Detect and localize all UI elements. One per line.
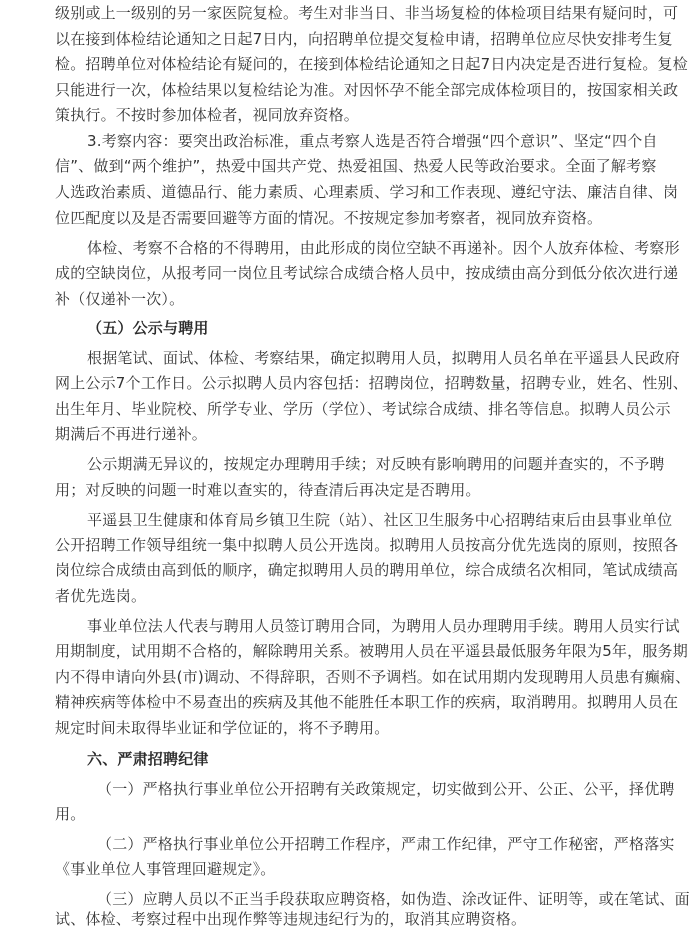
text-line: 岗位综合成绩由高到低的顺序，确定拟聘用人员的聘用单位，综合成绩名次相同，笔试成绩高 <box>55 561 679 579</box>
text-line: 以在接到体检结论通知之日起7日内，向招聘单位提交复检申请，招聘单位应尽快安排考生复 <box>55 30 673 48</box>
text-line: 位匹配度以及是否需要回避等方面的情况。不按规定参加考察者，视同放弃资格。 <box>55 209 603 227</box>
text-line: 用。 <box>55 805 86 823</box>
text-line: 期满后不再进行递补。 <box>55 425 208 443</box>
text-line: 网上公示7个工作日。公示拟聘人员内容包括：招聘岗位，招聘数量，招聘专业，姓名、性别、 <box>55 374 688 392</box>
text-line: 公示期满无异议的，按规定办理聘用手续；对反映有影响聘用的问题并查实的，不予聘 <box>87 455 665 473</box>
text-line: 者优先选岗。 <box>55 587 147 605</box>
text-line: 信”、做到“两个维护”，热爱中国共产党、热爱祖国、热爱人民等政治要求。全面了解考察 <box>55 157 657 175</box>
text-line: 只能进行一次，体检结果以复检结论为准。对因怀孕不能全部完成体检项目的，按国家相关政 <box>55 81 679 99</box>
text-line: 出生年月、毕业院校、所学专业、学历（学位）、考试综合成绩、排名等信息。拟聘人员公示 <box>55 400 671 418</box>
text-line: 补（仅递补一次）。 <box>55 290 185 308</box>
text-line: 平遥县卫生健康和体育局乡镇卫生院（站）、社区卫生服务中心招聘结束后由县事业单位 <box>87 511 673 529</box>
text-line: 精神疾病等体检中不易查出的疾病及其他不能胜任本职工作的疾病，取消聘用。拟聘用人员在 <box>55 693 679 711</box>
text-line: 试、体检、考察过程中出现作弊等违规违纪行为的，取消其应聘资格。 <box>55 910 527 928</box>
text-line: （一）严格执行事业单位公开招聘有关政策规定，切实做到公开、公正、公平，择优聘 <box>97 780 675 798</box>
text-line: 用期制度，试用期不合格的，解除聘用关系。被聘用人员在平遥县最低服务年限为5年，服务期 <box>55 642 688 660</box>
text-line: 成的空缺岗位，从报考同一岗位且考试综合成绩合格人员中，按成绩由高分到低分依次进行递 <box>55 264 679 282</box>
text-line: 公开招聘工作领导组统一集中拟聘人员公开选岗。拟聘用人员按高分优先选岗的原则，按照各 <box>55 536 679 554</box>
text-line: 用；对反映的问题一时难以查实的，待查清后再决定是否聘用。 <box>55 481 481 499</box>
text-line: （三）应聘人员以不正当手段获取应聘资格，如伪造、涂改证件、证明等，或在笔试、面 <box>97 890 690 908</box>
text-line: 事业单位法人代表与聘用人员签订聘用合同，为聘用人员办理聘用手续。聘用人员实行试 <box>87 617 680 635</box>
section-heading: （五）公示与聘用 <box>87 319 209 337</box>
text-line: 人选政治素质、道德品行、能力素质、心理素质、学习和工作表现、遵纪守法、廉洁自律、岗 <box>55 183 679 201</box>
text-line: 规定时间未取得毕业证和学位证的，将不予聘用。 <box>55 719 390 737</box>
section-heading: 六、严肃招聘纪律 <box>87 750 209 768</box>
text-line: 体检、考察不合格的不得聘用，由此形成的岗位空缺不再递补。因个人放弃体检、考察形 <box>87 239 680 257</box>
text-line: （二）严格执行事业单位公开招聘工作程序，严肃工作纪律，严守工作秘密，严格落实 <box>97 835 675 853</box>
text-line: 级别或上一级别的另一家医院复检。考生对非当日、非当场复检的体检项目结果有疑问时，可 <box>55 4 679 22</box>
text-line: 检。招聘单位对体检结论有疑问的，在接到体检结论通知之日起7日内决定是否进行复检。复检 <box>55 55 688 73</box>
text-line: 《事业单位人事管理回避规定》。 <box>55 860 276 878</box>
text-line: 策执行。不按时参加体检者，视同放弃资格。 <box>55 106 360 124</box>
text-line: 内不得申请向外县(市)调动、不得辞职，否则不予调档。如在试用期内发现聘用人员患有癫痫、 <box>55 668 691 686</box>
text-line: 3.考察内容：要突出政治标准，重点考察人选是否符合增强“四个意识”、坚定“四个自 <box>87 132 658 150</box>
text-line: 根据笔试、面试、体检、考察结果，确定拟聘用人员，拟聘用人员名单在平遥县人民政府 <box>87 349 680 367</box>
